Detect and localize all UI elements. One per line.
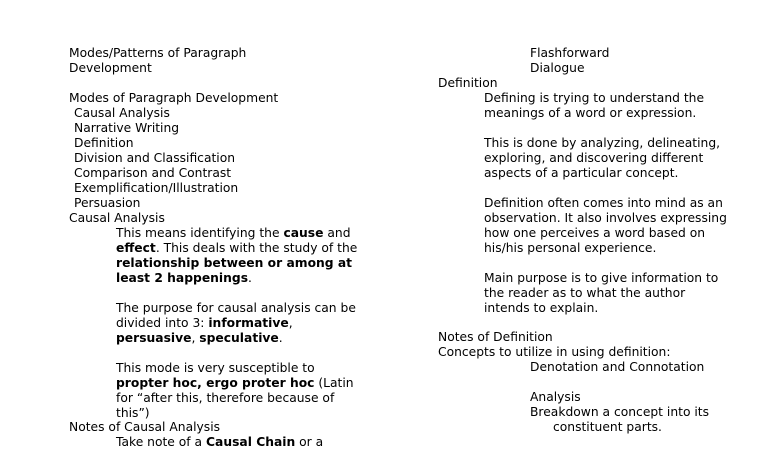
causal-p1-line-2: effect. This deals with the study of the bbox=[116, 241, 358, 255]
narrative-item: Dialogue bbox=[530, 61, 585, 75]
causal-analysis-heading: Causal Analysis bbox=[69, 211, 165, 225]
concept-item: Analysis bbox=[530, 390, 581, 404]
concept-item: Denotation and Connotation bbox=[530, 360, 705, 374]
notes-causal-line-1: Take note of a Causal Chain or a bbox=[116, 435, 324, 449]
mode-item: Narrative Writing bbox=[74, 121, 180, 135]
causal-p1-line-3: relationship between or among at bbox=[116, 256, 353, 270]
causal-p1-line-1: This means identifying the cause and bbox=[116, 226, 351, 240]
mode-item: Causal Analysis bbox=[74, 106, 170, 120]
def-p4-line: the reader as to what the author bbox=[484, 286, 686, 300]
concept-description: Breakdown a concept into its bbox=[530, 405, 710, 419]
def-p2-line: exploring, and discovering different bbox=[484, 151, 704, 165]
concepts-line: Concepts to utilize in using definition: bbox=[438, 345, 671, 359]
causal-p3-line-4: this”) bbox=[116, 406, 150, 420]
def-p4-line: intends to explain. bbox=[484, 301, 599, 315]
mode-item: Comparison and Contrast bbox=[74, 166, 232, 180]
definition-heading: Definition bbox=[438, 76, 498, 90]
mode-item: Exemplification/Illustration bbox=[74, 181, 239, 195]
mode-item: Division and Classification bbox=[74, 151, 236, 165]
def-p4-line: Main purpose is to give information to bbox=[484, 271, 719, 285]
causal-p2-line-1: The purpose for causal analysis can be bbox=[116, 301, 356, 315]
causal-p3-line-2: propter hoc, ergo proter hoc (Latin bbox=[116, 376, 354, 390]
def-p3-line: how one perceives a word based on bbox=[484, 226, 706, 240]
def-p2-line: This is done by analyzing, delineating, bbox=[484, 136, 721, 150]
def-p2-line: aspects of a particular concept. bbox=[484, 166, 679, 180]
causal-p1-line-4: least 2 happenings. bbox=[116, 271, 252, 285]
notes-causal-heading: Notes of Causal Analysis bbox=[69, 420, 221, 434]
notes-definition-heading: Notes of Definition bbox=[438, 330, 553, 344]
mode-item: Persuasion bbox=[74, 196, 141, 210]
causal-p2-line-2: divided into 3: informative, bbox=[116, 316, 293, 330]
def-p1-line: Defining is trying to understand the bbox=[484, 91, 705, 105]
modes-heading: Modes of Paragraph Development bbox=[69, 91, 279, 105]
def-p1-line: meanings of a word or expression. bbox=[484, 106, 697, 120]
causal-p3-line-3: for “after this, therefore because of bbox=[116, 391, 335, 405]
def-p3-line: his/his personal experience. bbox=[484, 241, 657, 255]
concept-description: constituent parts. bbox=[553, 420, 662, 434]
def-p3-line: Definition often comes into mind as an bbox=[484, 196, 723, 210]
doc-title-line-1: Modes/Patterns of Paragraph bbox=[69, 46, 247, 60]
mode-item: Definition bbox=[74, 136, 134, 150]
narrative-item: Flashforward bbox=[530, 46, 610, 60]
def-p3-line: observation. It also involves expressing bbox=[484, 211, 727, 225]
causal-p3-line-1: This mode is very susceptible to bbox=[116, 361, 315, 375]
causal-p2-line-3: persuasive, speculative. bbox=[116, 331, 283, 345]
doc-title-line-2: Development bbox=[69, 61, 152, 75]
